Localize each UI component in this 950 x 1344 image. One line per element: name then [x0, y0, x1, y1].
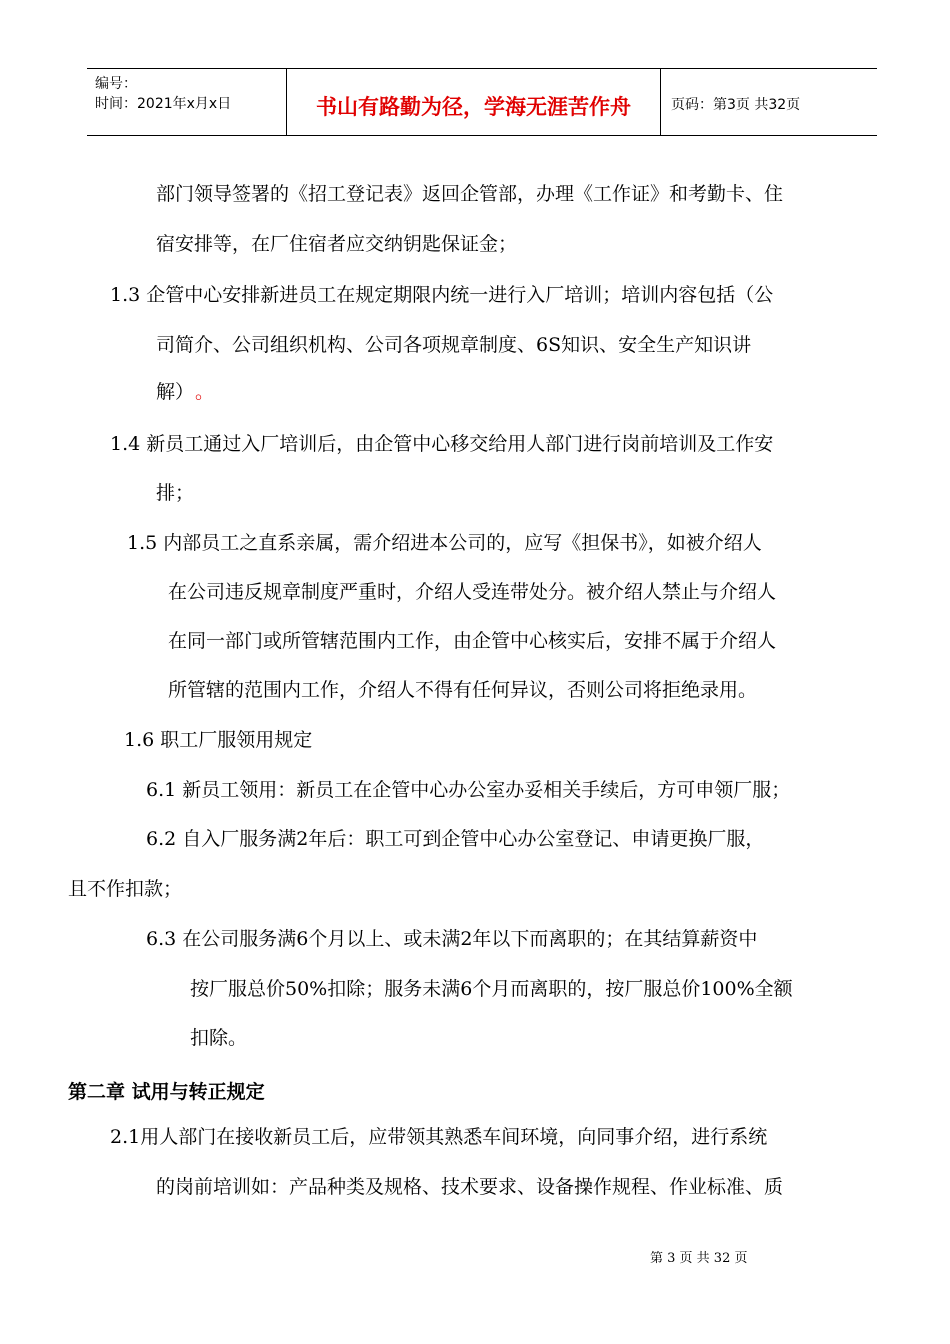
body-line: 的岗前培训如：产品种类及规格、技术要求、设备操作规程、作业标准、质: [156, 1176, 784, 1198]
body-line: 解）: [156, 381, 195, 403]
body-line: 排；: [156, 482, 195, 504]
page-footer: 第 3 页 共 32 页: [650, 1251, 748, 1266]
header-page-label: 页码：第3页 共32页: [671, 97, 801, 113]
chapter-title: 第二章 试用与转正规定: [68, 1081, 265, 1103]
header-motto-cell: [287, 69, 661, 135]
body-line: 司简介、公司组织机构、公司各项规章制度、6S知识、安全生产知识讲: [156, 334, 752, 356]
body-line: 在同一部门或所管辖范围内工作，由企管中心核实后，安排不属于介绍人: [168, 630, 777, 652]
body-line: 1.6 职工厂服领用规定: [124, 729, 313, 751]
body-line: 宿安排等，在厂住宿者应交纳钥匙保证金；: [156, 233, 518, 255]
body-line: 扣除。: [190, 1027, 248, 1049]
document-time-label: 时间：2021年x月x日: [95, 96, 232, 112]
body-line: 部门领导签署的《招工登记表》返回企管部，办理《工作证》和考勤卡、住: [156, 183, 784, 205]
header-info-cell: [87, 69, 287, 135]
body-line: 按厂服总价50%扣除；服务未满6个月而离职的，按厂服总价100%全额: [190, 978, 793, 1000]
body-line: 所管辖的范围内工作，介绍人不得有任何异议，否则公司将拒绝录用。: [168, 679, 758, 701]
document-number-label: 编号：: [95, 76, 137, 92]
body-line: 在公司违反规章制度严重时，介绍人受连带处分。被介绍人禁止与介绍人: [168, 581, 777, 603]
body-line: 1.5 内部员工之直系亲属，需介绍进本公司的，应写《担保书》，如被介绍人: [127, 532, 762, 554]
body-line: 1.3 企管中心安排新进员工在规定期限内统一进行入厂培训；培训内容包括（公: [110, 284, 774, 306]
page-header: [87, 68, 877, 136]
body-line: 且不作扣款；: [68, 878, 183, 900]
body-line: 2.1用人部门在接收新员工后，应带领其熟悉车间环境，向同事介绍，进行系统: [110, 1126, 768, 1148]
header-motto: 书山有路勤为径，学海无涯苦作舟: [316, 95, 631, 119]
header-page-cell: [661, 69, 877, 135]
body-line: 1.4 新员工通过入厂培训后，由企管中心移交给用人部门进行岗前培训及工作安: [110, 433, 774, 455]
body-line: 6.3 在公司服务满6个月以上、或未满2年以下而离职的；在其结算薪资中: [146, 928, 758, 950]
body-line: 6.1 新员工领用：新员工在企管中心办公室办妥相关手续后，方可申领厂服；: [146, 779, 791, 801]
body-line-red-period: 。: [195, 381, 215, 403]
body-line: 6.2 自入厂服务满2年后：职工可到企管中心办公室登记、申请更换厂服，: [146, 828, 765, 850]
